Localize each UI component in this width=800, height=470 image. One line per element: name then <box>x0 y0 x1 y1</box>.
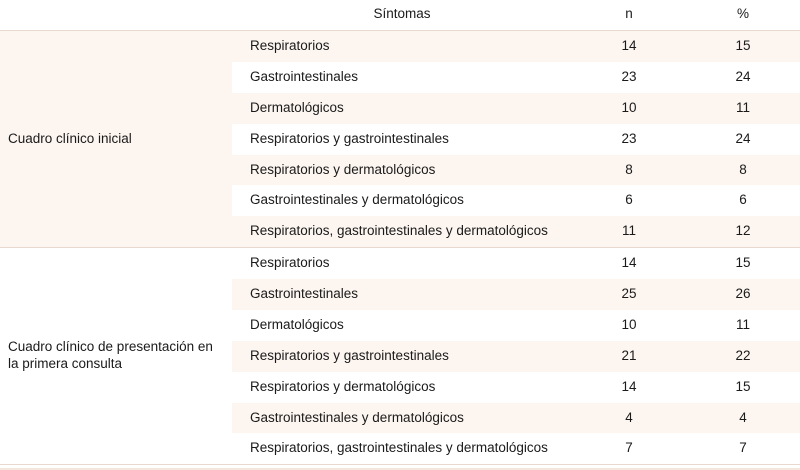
percent-value: 26 <box>686 279 800 310</box>
column-header-symptom: Síntomas <box>232 0 572 31</box>
group-label-first-consultation: Cuadro clínico de presentación en la primera consulta <box>0 248 232 465</box>
count-value: 14 <box>572 372 686 403</box>
table-bottom-rule <box>0 464 800 465</box>
percent-value: 15 <box>686 372 800 403</box>
column-header-percent: % <box>686 0 800 31</box>
count-value: 11 <box>572 216 686 247</box>
count-value: 8 <box>572 155 686 186</box>
column-header-group <box>0 0 232 31</box>
percent-value: 24 <box>686 124 800 155</box>
table-header <box>0 0 800 31</box>
percent-value: 7 <box>686 433 800 464</box>
count-value: 14 <box>572 31 686 62</box>
count-value: 23 <box>572 124 686 155</box>
percent-value: 11 <box>686 310 800 341</box>
count-value: 7 <box>572 433 686 464</box>
group-label-initial: Cuadro clínico inicial <box>0 31 232 248</box>
table-body <box>0 31 800 465</box>
count-value: 10 <box>572 93 686 124</box>
symptom-label: Respiratorios y dermatológicos <box>232 155 572 186</box>
percent-value: 24 <box>686 62 800 93</box>
symptom-label: Respiratorios y dermatológicos <box>232 372 572 403</box>
table-row <box>0 248 800 279</box>
symptom-label: Gastrointestinales y dermatológicos <box>232 185 572 216</box>
symptom-label: Respiratorios y gastrointestinales <box>232 341 572 372</box>
symptom-label: Gastrointestinales <box>232 62 572 93</box>
symptom-label: Respiratorios, gastrointestinales y dermatológicos <box>232 433 572 464</box>
count-value: 25 <box>572 279 686 310</box>
percent-value: 15 <box>686 248 800 279</box>
table-row <box>0 31 800 62</box>
symptom-label: Dermatológicos <box>232 93 572 124</box>
symptom-label: Gastrointestinales <box>232 279 572 310</box>
symptom-label: Respiratorios <box>232 248 572 279</box>
count-value: 6 <box>572 185 686 216</box>
percent-value: 15 <box>686 31 800 62</box>
symptom-label: Respiratorios, gastrointestinales y dermatológicos <box>232 216 572 247</box>
percent-value: 11 <box>686 93 800 124</box>
symptom-label: Respiratorios y gastrointestinales <box>232 124 572 155</box>
percent-value: 6 <box>686 185 800 216</box>
column-header-n: n <box>572 0 686 31</box>
count-value: 4 <box>572 403 686 434</box>
count-value: 23 <box>572 62 686 93</box>
percent-value: 22 <box>686 341 800 372</box>
percent-value: 8 <box>686 155 800 186</box>
percent-value: 12 <box>686 216 800 247</box>
table-header-row <box>0 0 800 31</box>
count-value: 14 <box>572 248 686 279</box>
count-value: 10 <box>572 310 686 341</box>
count-value: 21 <box>572 341 686 372</box>
symptom-label: Dermatológicos <box>232 310 572 341</box>
percent-value: 4 <box>686 403 800 434</box>
symptom-label: Respiratorios <box>232 31 572 62</box>
symptom-label: Gastrointestinales y dermatológicos <box>232 403 572 434</box>
